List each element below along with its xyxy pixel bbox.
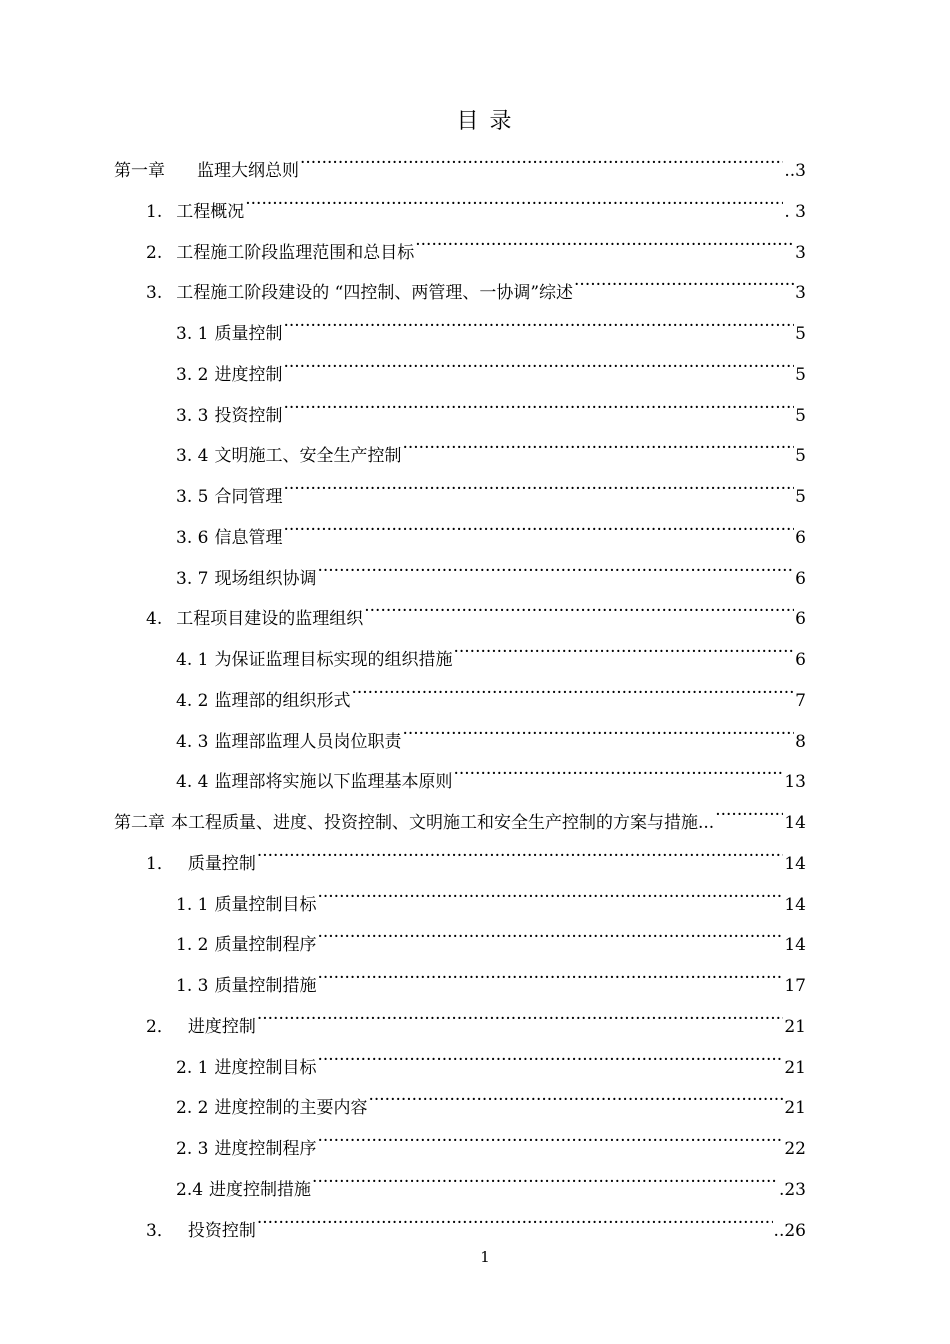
toc-entry-page: 22: [784, 1139, 806, 1159]
toc-entry-number: 4. 4: [176, 772, 209, 793]
toc-entry-number: 1. 2: [176, 935, 209, 956]
toc-entry-page: 14: [784, 935, 806, 956]
toc-entry: [114, 802, 806, 833]
toc-entry: [176, 1128, 806, 1159]
toc-entry-title: 监理部将实施以下监理基本原则: [214, 772, 453, 793]
toc-entry-page: 8: [795, 731, 806, 752]
toc-entry-page: 21: [784, 1098, 806, 1119]
toc-entry-number: 4. 2: [176, 690, 209, 711]
toc-dot-leader: [368, 1087, 783, 1113]
toc-dot-leader: [257, 1006, 784, 1032]
page-number: 1: [480, 1248, 490, 1266]
toc-entry-number: 1．: [146, 853, 174, 874]
toc-entry-page: 5: [795, 487, 806, 507]
toc-entry-title: 信息管理: [214, 527, 283, 548]
toc-entry: [176, 476, 806, 507]
toc-entry: [176, 395, 806, 426]
toc-entry-title: 投资控制: [187, 1220, 256, 1241]
toc-entry-number: 2.: [146, 242, 163, 263]
toc-dot-leader: [283, 517, 794, 543]
toc-entry: [176, 965, 806, 996]
toc-dot-leader: [351, 680, 794, 706]
toc-entry: [146, 1210, 806, 1241]
toc-entry: [176, 721, 806, 752]
toc-dot-leader: [402, 721, 794, 747]
toc-dot-leader: [283, 476, 794, 502]
toc-entry-title: 监理部监理人员岗位职责: [214, 731, 402, 752]
toc-entry-number: 3. 5: [176, 487, 209, 507]
toc-entry-number: 3. 6: [176, 527, 209, 548]
toc-entry-page: 5: [795, 405, 806, 426]
toc-entry-number: 3. 2: [176, 364, 209, 385]
toc-entry: [176, 884, 806, 915]
toc-entry-number: 1. 3: [176, 976, 209, 996]
toc-entry-number: 3. 1: [176, 324, 209, 344]
toc-entry-number: 4. 3: [176, 731, 209, 752]
toc-entry-page: 6: [795, 568, 806, 589]
toc-dot-leader: [257, 1210, 773, 1236]
toc-entry-page: ..26: [773, 1220, 806, 1241]
toc-entry: [146, 272, 806, 304]
toc-entry-number: 2. 1: [176, 1057, 209, 1078]
toc-entry-page: 13: [784, 772, 806, 793]
toc-entry-title: 本工程质量、进度、投资控制、文明施工和安全生产控制的方案与措施...: [171, 813, 715, 833]
toc-entry-page: 14: [784, 894, 806, 915]
toc-entry-number: 3. 3: [176, 405, 209, 426]
toc-dot-leader: [415, 232, 794, 258]
toc-dot-leader: [312, 1169, 778, 1195]
toc-entry-title: 进度控制: [187, 1016, 256, 1037]
toc-entry-title: 质量控制: [187, 853, 256, 874]
toc-entry-page: .23: [778, 1179, 806, 1200]
toc-entry: [176, 354, 806, 385]
toc-entry-title: 进度控制的主要内容: [214, 1098, 368, 1119]
toc-dot-leader: [317, 965, 783, 991]
toc-entry-title: 为保证监理目标实现的组织措施: [214, 650, 453, 670]
toc-entry-title: 进度控制目标: [214, 1057, 317, 1078]
toc-entry-page: 3: [795, 283, 806, 304]
toc-entry: [114, 150, 806, 181]
toc-entry-number: 1.: [146, 201, 163, 222]
toc-entry-number: 3. 7: [176, 568, 209, 589]
toc-entry-title: 工程项目建设的监理组织: [176, 609, 364, 630]
toc-entry-number: 3. 4: [176, 446, 209, 467]
toc-entry-title: 现场组织协调: [214, 568, 317, 589]
toc-dot-leader: [283, 395, 794, 421]
toc-entry-number: 2.4: [176, 1179, 204, 1200]
toc-entry-title: 监理部的组织形式: [214, 690, 351, 711]
toc-entry: [146, 232, 806, 263]
toc-dot-leader: [453, 639, 794, 665]
toc-entry-title: 质量控制程序: [214, 935, 317, 956]
toc-dot-leader: [402, 435, 794, 461]
toc-dot-leader: [257, 843, 784, 869]
toc-dot-leader: [283, 354, 794, 380]
toc-dot-leader: [715, 802, 783, 828]
toc-entry: [176, 1169, 806, 1200]
toc-entry-page: ..3: [784, 161, 806, 181]
toc-entry-page: 6: [795, 609, 806, 630]
toc-dot-leader: [317, 558, 794, 584]
toc-dot-leader: [574, 272, 794, 298]
toc-entry-page: 3: [795, 242, 806, 263]
toc-entry: [176, 680, 806, 711]
toc-entry-title: 质量控制: [214, 324, 283, 344]
toc-entry-title: 质量控制措施: [214, 976, 317, 996]
toc-entry: [176, 1047, 806, 1078]
toc-dot-leader: [300, 150, 783, 176]
toc-entry: [146, 1006, 806, 1037]
toc-entry-number: 第一章: [114, 161, 165, 181]
toc-entry-page: 14: [784, 813, 806, 833]
toc-entry-title: 质量控制目标: [214, 894, 317, 915]
toc-entry: [176, 517, 806, 548]
toc-entry-page: 7: [795, 690, 806, 711]
toc-entry-page: 17: [784, 976, 806, 996]
page-title: 目 录: [456, 109, 514, 134]
toc-entry-page: 5: [795, 364, 806, 385]
toc-entry-title: 工程概况: [176, 201, 245, 222]
toc-dot-leader: [283, 313, 794, 339]
toc-entry-title: 投资控制: [214, 405, 283, 426]
toc-entry-title: 工程施工阶段建设的 “四控制、两管理、一协调”综述: [176, 283, 574, 304]
toc-entry-page: 14: [784, 853, 806, 874]
toc-entry: [146, 843, 806, 874]
toc-entry-title: 监理大纲总则: [197, 161, 299, 181]
toc-entry-title: 进度控制程序: [214, 1139, 317, 1159]
toc-dot-leader: [245, 191, 783, 217]
toc-entry-number: 3．: [146, 1220, 174, 1241]
toc-entry: [176, 639, 806, 670]
toc-entry-title: 进度控制: [214, 364, 283, 385]
toc-entry-number: 第二章: [114, 813, 165, 833]
toc-entry-page: 21: [784, 1057, 806, 1078]
toc-entry-title: 工程施工阶段监理范围和总目标: [176, 242, 415, 263]
toc-entry-title: 合同管理: [214, 487, 283, 507]
toc-entry: [176, 1087, 806, 1119]
toc-entry-page: 5: [795, 446, 806, 467]
toc-entry: [176, 435, 806, 467]
toc-entry-page: 5: [795, 324, 806, 344]
toc-entry: [146, 598, 806, 630]
toc-entry-number: 2．: [146, 1016, 174, 1037]
toc-dot-leader: [453, 761, 783, 787]
toc-entry-number: 3.: [146, 283, 163, 304]
toc-dot-leader: [317, 924, 783, 950]
toc-entry-title: 进度控制措施: [209, 1179, 312, 1200]
toc-dot-leader: [317, 1128, 783, 1154]
toc-entry-title: 文明施工、安全生产控制: [214, 446, 402, 467]
toc-dot-leader: [317, 884, 783, 910]
toc-entry-page: . 3: [784, 201, 806, 222]
toc-entry: [176, 761, 806, 793]
toc-entry: [146, 191, 806, 222]
toc-entry-number: 1. 1: [176, 894, 209, 915]
toc-dot-leader: [317, 1047, 783, 1073]
toc-entry: [176, 924, 806, 956]
toc-entry: [176, 313, 806, 344]
toc-entry-number: 2. 2: [176, 1098, 209, 1119]
toc-entry-page: 6: [795, 527, 806, 548]
toc-entry-number: 4.: [146, 609, 163, 630]
toc-entry-number: 2. 3: [176, 1139, 209, 1159]
toc-entry-number: 4. 1: [176, 650, 209, 670]
toc-entry: [176, 558, 806, 589]
toc-dot-leader: [364, 598, 794, 624]
toc-entry-page: 6: [795, 650, 806, 670]
toc-entry-page: 21: [784, 1016, 806, 1037]
